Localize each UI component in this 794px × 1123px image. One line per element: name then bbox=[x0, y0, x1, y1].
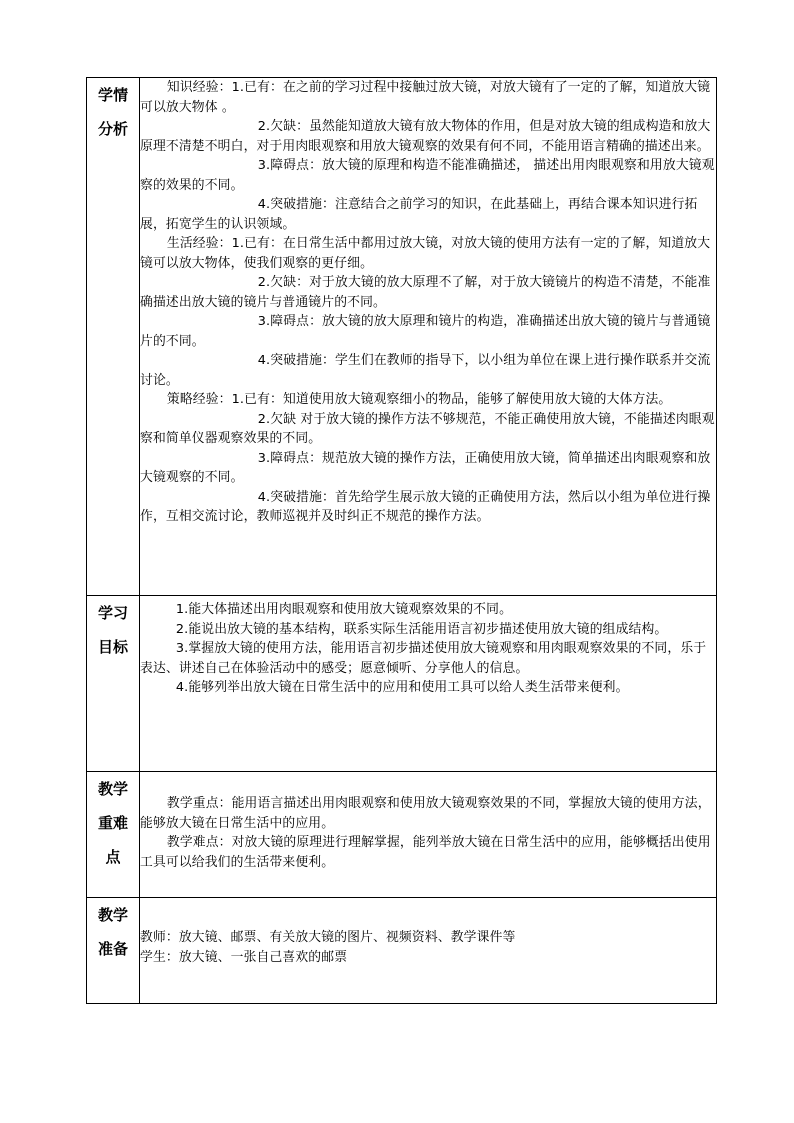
paragraph: 3.障碍点：放大镜的放大原理和镜片的构造，准确描述出放大镜的镜片与普通镜片的不同。 bbox=[140, 314, 711, 349]
paragraph: 4.能够列举出放大镜在日常生活中的应用和使用工具可以给人类生活带来便利。 bbox=[175, 680, 629, 695]
paragraph: 3.掌握放大镜的使用方法，能用语言初步描述使用放大镜观察和用肉眼观察效果的不同，乐于表达、讲述自己在体验活动中的感受；愿意倾听、分享他人的信息。 bbox=[140, 641, 707, 676]
paragraph: 4.突破措施：学生们在教师的指导下，以小组为单位在课上进行操作联系并交流讨论。 bbox=[140, 353, 711, 388]
row-header-line: 分析 bbox=[97, 120, 128, 138]
paragraph: 教学难点：对放大镜的原理进行理解掌握，能列举放大镜在日常生活中的应用，能够概括出使用工具可以给我们的生活带来便利。 bbox=[140, 835, 711, 870]
paragraph: 2.欠缺：虽然能知道放大镜有放大物体的作用，但是对放大镜的组成构造和放大原理不清楚不明白，对于用肉眼观察和用放大镜观察的效果有何不同，不能用语言精确的描述出来。 bbox=[140, 119, 711, 154]
row-content bbox=[140, 596, 717, 772]
lesson-plan-table bbox=[86, 77, 717, 1004]
paragraph: 生活经验：1.已有：在日常生活中都用过放大镜，对放大镜的使用方法有一定的了解，知道放大镜可以放大物体，使我们观察的更仔细。 bbox=[140, 236, 711, 271]
paragraph: 教师：放大镜、邮票、有关放大镜的图片、视频资料、教学课件等 bbox=[140, 930, 516, 945]
row-header-line: 教学 bbox=[97, 906, 128, 924]
table-row-learning-analysis bbox=[87, 78, 717, 596]
paragraph: 1.能大体描述出用肉眼观察和使用放大镜观察效果的不同。 bbox=[175, 602, 513, 617]
row-header-line: 重难 bbox=[97, 814, 128, 832]
paragraph: 策略经验：1.已有：知道使用放大镜观察细小的物品，能够了解使用放大镜的大体方法。 bbox=[166, 392, 672, 407]
table-row-learning-goals bbox=[87, 596, 717, 772]
row-header-line: 目标 bbox=[97, 638, 128, 656]
paragraph: 学生：放大镜、一张自己喜欢的邮票 bbox=[140, 949, 348, 965]
paragraph: 2.欠缺：对于放大镜的放大原理不了解，对于放大镜镜片的构造不清楚，不能准确描述出放大镜的镜片与普通镜片的不同。 bbox=[140, 275, 711, 310]
row-header-line: 点 bbox=[105, 848, 121, 866]
row-content bbox=[140, 78, 717, 596]
row-header bbox=[87, 596, 140, 772]
row-content bbox=[140, 772, 717, 898]
row-header bbox=[87, 898, 140, 1004]
row-content bbox=[140, 898, 717, 1004]
table-row-key-difficulties bbox=[87, 772, 717, 898]
paragraph: 2.能说出放大镜的基本结构，联系实际生活能用语言初步描述使用放大镜的组成结构。 bbox=[175, 621, 668, 637]
row-header-line: 教学 bbox=[97, 780, 128, 798]
paragraph: 4.突破措施：注意结合之前学习的知识，在此基础上，再结合课本知识进行拓展，拓宽学生的认识领域。 bbox=[140, 197, 698, 232]
paragraph: 知识经验：1.已有：在之前的学习过程中接触过放大镜，对放大镜有了一定的了解，知道放大镜可以放大物体 。 bbox=[140, 80, 711, 115]
paragraph: 教学重点：能用语言描述出用肉眼观察和使用放大镜观察效果的不同，掌握放大镜的使用方法，能够放大镜在日常生活中的应用。 bbox=[140, 796, 711, 831]
paragraph: 3.障碍点：放大镜的原理和构造不能准确描述， 描述出用肉眼观察和用放大镜观察的效果的不同。 bbox=[140, 158, 715, 193]
table-row-preparation bbox=[87, 898, 717, 1004]
row-header-line: 学情 bbox=[97, 86, 128, 104]
paragraph: 2.欠缺 对于放大镜的操作方法不够规范，不能正确使用放大镜，不能描述肉眼观察和简单仪器观察效果的不同。 bbox=[140, 411, 715, 446]
row-header bbox=[87, 78, 140, 596]
paragraph: 3.障碍点：规范放大镜的操作方法，正确使用放大镜，简单描述出肉眼观察和放大镜观察的不同。 bbox=[140, 450, 711, 485]
row-header-line: 准备 bbox=[97, 940, 128, 958]
row-header-line: 学习 bbox=[97, 604, 128, 622]
paragraph: 4.突破措施：首先给学生展示放大镜的正确使用方法，然后以小组为单位进行操作，互相交流讨论，教师巡视并及时纠正不规范的操作方法。 bbox=[140, 489, 711, 524]
row-header bbox=[87, 772, 140, 898]
